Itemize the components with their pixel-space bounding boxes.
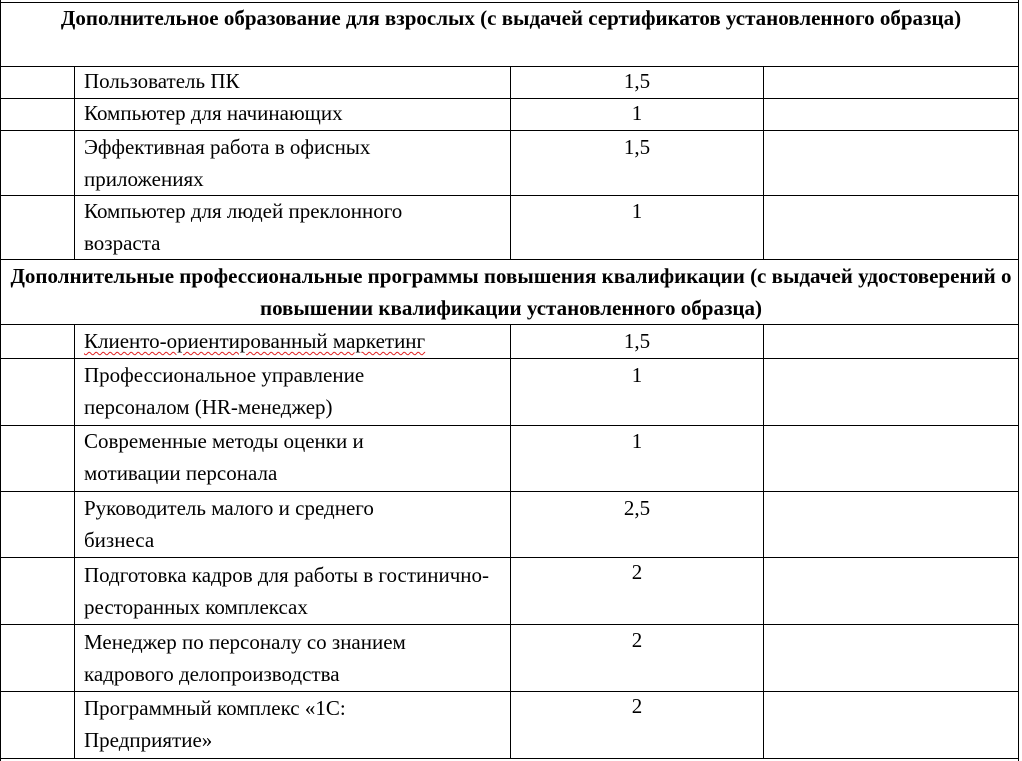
table-row-hours: 2,5 [623, 496, 651, 520]
table-row-hours: 1,5 [623, 329, 651, 353]
table-row-hours: 1 [631, 429, 643, 453]
table-row-hours: 1 [631, 363, 643, 387]
table-row-name: Клиенто-ориентированный маркетинг [84, 329, 426, 353]
table-row-name: Пользователь ПК [84, 69, 240, 93]
table-row-name: Программный комплекс «1С: Предприятие» [84, 696, 346, 752]
table-border-right [1018, 0, 1019, 761]
table-row-name: Подготовка кадров для работы в гостинично-ресторанных комплексах [84, 563, 490, 619]
table-row-hours: 1,5 [623, 135, 651, 159]
table-row-hours: 2 [631, 694, 643, 718]
table-row-name: Компьютер для начинающих [84, 101, 343, 125]
column-divider [763, 324, 764, 758]
table-row-name: Компьютер для людей преклонного возраста [84, 199, 403, 255]
column-divider [74, 66, 75, 259]
column-divider [74, 324, 75, 758]
table-row-hours: 1 [631, 101, 643, 125]
table-row-hours: 2 [631, 560, 643, 584]
table-row-name: Современные методы оценки и мотивации персонала [84, 429, 364, 485]
table-border-left [0, 0, 1, 761]
table-row-hours: 1 [631, 199, 643, 223]
section-title: Дополнительные профессиональные программы повышения квалификации (с выдачей удостоверений о повышении квалификации установленного образца) [10, 264, 1012, 320]
section-title: Дополнительное образование для взрослых (с выдачей сертификатов установленного образца) [60, 6, 962, 30]
table-row-hours: 2 [631, 628, 643, 652]
column-divider [510, 66, 511, 259]
table-row-name: Менеджер по персоналу со знанием кадрового делопроизводства [84, 630, 406, 686]
table-row-name: Профессиональное управление персоналом (HR-менеджер) [84, 363, 365, 419]
column-divider [510, 324, 511, 758]
table-row-hours: 1,5 [623, 69, 651, 93]
row-divider [0, 557, 1019, 558]
table-row-name: Эффективная работа в офисных приложениях [84, 135, 371, 191]
row-divider [0, 758, 1019, 759]
row-divider [0, 624, 1019, 625]
table-row-name: Руководитель малого и среднего бизнеса [84, 496, 374, 552]
column-divider [763, 66, 764, 259]
